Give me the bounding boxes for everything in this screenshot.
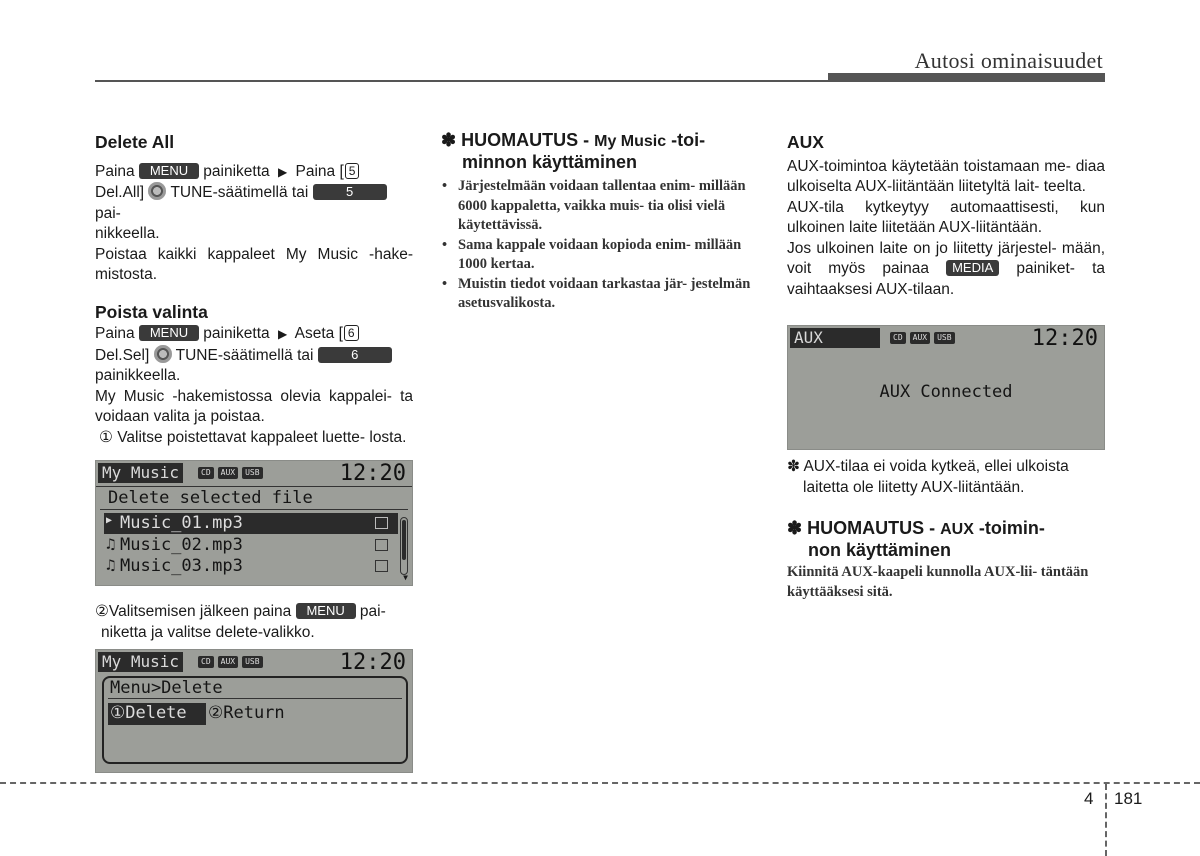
text: pai- [95, 204, 121, 222]
music-note-icon: ♫ [106, 556, 116, 574]
number-button: 6 [318, 347, 392, 363]
note-list [441, 177, 759, 314]
footer-divider [1105, 784, 1107, 856]
menu-popup [102, 676, 408, 764]
text: painiketta [203, 325, 270, 342]
delete-all-description: Poistaa kaikki kappaleet My Music -hake- mistosta. [95, 245, 413, 283]
arrow-right-icon: ▶ [277, 327, 288, 341]
text: Jos ulkoinen laite on jo liitetty järjestel- mään, voit myös painaa [787, 239, 1105, 277]
media-button: MEDIA [946, 260, 999, 276]
screen-status-bar [96, 650, 412, 676]
number-button: 5 [313, 184, 387, 200]
text: niketta ja valitse delete-valikko. [101, 623, 315, 641]
aux-paragraph-3 [787, 239, 1105, 301]
star-icon: ✽ [441, 130, 457, 150]
text: -toi- [671, 130, 706, 150]
header-rule-accent [828, 73, 1105, 82]
usb-icon: USB [242, 467, 262, 479]
aux-icon: AUX [218, 656, 238, 668]
text: minnon käyttäminen [462, 152, 638, 172]
text: TUNE-säätimellä tai [170, 184, 309, 201]
screen-title: My Music [98, 652, 183, 672]
text: painikkeella. [95, 367, 181, 384]
source-icons [198, 467, 263, 479]
text: nikkeella. [95, 225, 160, 242]
text: non käyttäminen [808, 540, 952, 560]
note-heading-aux [787, 518, 1105, 561]
star-icon: ✽ [787, 518, 803, 538]
screen-menu-delete [95, 649, 413, 773]
middle-column [441, 130, 759, 314]
scrollbar-thumb [402, 520, 406, 560]
play-icon: ▶ [106, 515, 113, 526]
screen-my-music-delete [95, 460, 413, 586]
text: ②Valitsemisen jälkeen paina [95, 603, 292, 620]
menu-button: MENU [296, 603, 356, 619]
text: Del.Sel] [95, 346, 150, 364]
right-column [787, 130, 1105, 300]
aux-icon: AUX [910, 332, 930, 344]
aux-icon: AUX [218, 467, 238, 479]
file-name: Music_01.mp3 [120, 513, 243, 533]
step-1: ① Valitse poistettavat kappaleet luette- losta. [99, 428, 407, 446]
screen-aux-connected [787, 325, 1105, 450]
tune-knob-icon [154, 345, 172, 363]
text: HUOMAUTUS - [461, 130, 590, 150]
list-item: • Sama kappale voidaan kopioda enim- millään 1000 kertaa. [441, 236, 759, 275]
text: Paina [95, 325, 135, 342]
cd-icon: CD [890, 332, 906, 344]
menu-path: Menu>Delete [110, 678, 223, 698]
file-name: Music_03.mp3 [120, 556, 243, 576]
menu-button: MENU [139, 325, 199, 341]
text: TUNE-säätimellä tai [175, 346, 314, 364]
text: Aseta [ [294, 325, 343, 342]
section-heading-poista-valinta: Poista valinta [95, 301, 208, 322]
screen-clock: 12:20 [339, 650, 406, 675]
menu-button: MENU [139, 163, 199, 179]
left-column [95, 130, 413, 448]
file-row [104, 556, 398, 577]
text: Paina [ [295, 162, 344, 180]
text: My Music [594, 133, 667, 150]
file-row-selected [104, 513, 398, 534]
scrollbar [400, 517, 408, 575]
text: Paina [95, 162, 135, 180]
screen-subtitle: Delete selected file [108, 488, 313, 508]
text: pai- [359, 603, 386, 620]
usb-icon: USB [242, 656, 262, 668]
aux-connected-message: AUX Connected [879, 382, 1013, 402]
screen-clock: 12:20 [339, 461, 406, 486]
checkbox-icon [375, 517, 388, 529]
screen-title: My Music [98, 463, 183, 483]
spacer [787, 498, 1105, 518]
text: -toimin- [978, 518, 1045, 538]
number-key-icon: 6 [344, 325, 359, 341]
screen-divider [100, 509, 408, 510]
screen-status-bar [96, 461, 412, 487]
text: painiketta [203, 162, 270, 180]
poista-valinta-description: My Music -hakemistossa olevia kappalei- ta voidaan valita ja poistaa. [95, 387, 413, 425]
section-heading-aux: AUX [787, 132, 824, 152]
checkbox-icon [375, 560, 388, 572]
screen-title: AUX [790, 328, 880, 348]
menu-option-delete: ①Delete [108, 703, 206, 725]
text: painiket- ta vaihtaaksesi AUX-tilaan. [787, 260, 1105, 298]
running-header: Autosi ominaisuudet [914, 48, 1103, 73]
list-item: • Järjestelmään voidaan tallentaa enim- millään 6000 kappaletta, vaikka muis- tia olisi vielä käytettävissä. [441, 177, 759, 236]
source-icons [198, 656, 263, 668]
section-heading-delete-all: Delete All [95, 132, 175, 152]
poista-valinta-instruction [95, 324, 413, 387]
checkbox-icon [375, 539, 388, 551]
header-rule [95, 80, 828, 82]
page-number: 181 [1114, 789, 1143, 808]
usb-icon: USB [934, 332, 954, 344]
note-body: Kiinnitä AUX-kaapeli kunnolla AUX-lii- täntään käyttääksesi sitä. [787, 564, 1089, 600]
tune-knob-icon [148, 182, 166, 200]
text: AUX [940, 521, 974, 538]
file-row [104, 535, 398, 556]
text: Del.All] [95, 184, 145, 201]
aux-paragraph-2: AUX-tila kytkeytyy automaattisesti, kun ulkoinen laite liitetään AUX-liitäntään. [787, 198, 1105, 236]
cd-icon: CD [198, 467, 214, 479]
cd-icon: CD [198, 656, 214, 668]
chapter-number: 4 [1084, 789, 1094, 808]
footer-rule [0, 782, 1200, 784]
right-lower [787, 457, 1105, 602]
number-key-icon: 5 [345, 163, 360, 179]
screen-clock: 12:20 [1031, 326, 1098, 351]
screen-status-bar [788, 326, 1104, 352]
file-name: Music_02.mp3 [120, 535, 243, 555]
menu-divider [108, 698, 402, 699]
aux-paragraph-1: AUX-toimintoa käytetään toistamaan me- diaa ulkoiselta AUX-liitäntään liitetyltä lait- teelta. [787, 157, 1105, 195]
list-item: • Muistin tiedot voidaan tarkastaa jär- jestelmän asetusvalikosta. [441, 275, 759, 314]
delete-all-instruction [95, 162, 413, 245]
menu-option-return: ②Return [208, 703, 285, 723]
text: HUOMAUTUS - [807, 518, 936, 538]
scroll-down-icon: ▼ [403, 573, 408, 582]
aux-footnote: ✽ AUX-tilaa ei voida kytkeä, ellei ulkoista laitetta ole liitetty AUX-liitäntään. [787, 458, 1069, 496]
step-2 [95, 602, 413, 643]
source-icons [890, 332, 955, 344]
spacer [95, 286, 413, 300]
arrow-right-icon: ▶ [277, 164, 288, 179]
note-heading-my-music [441, 130, 759, 173]
music-note-icon: ♫ [106, 535, 116, 553]
